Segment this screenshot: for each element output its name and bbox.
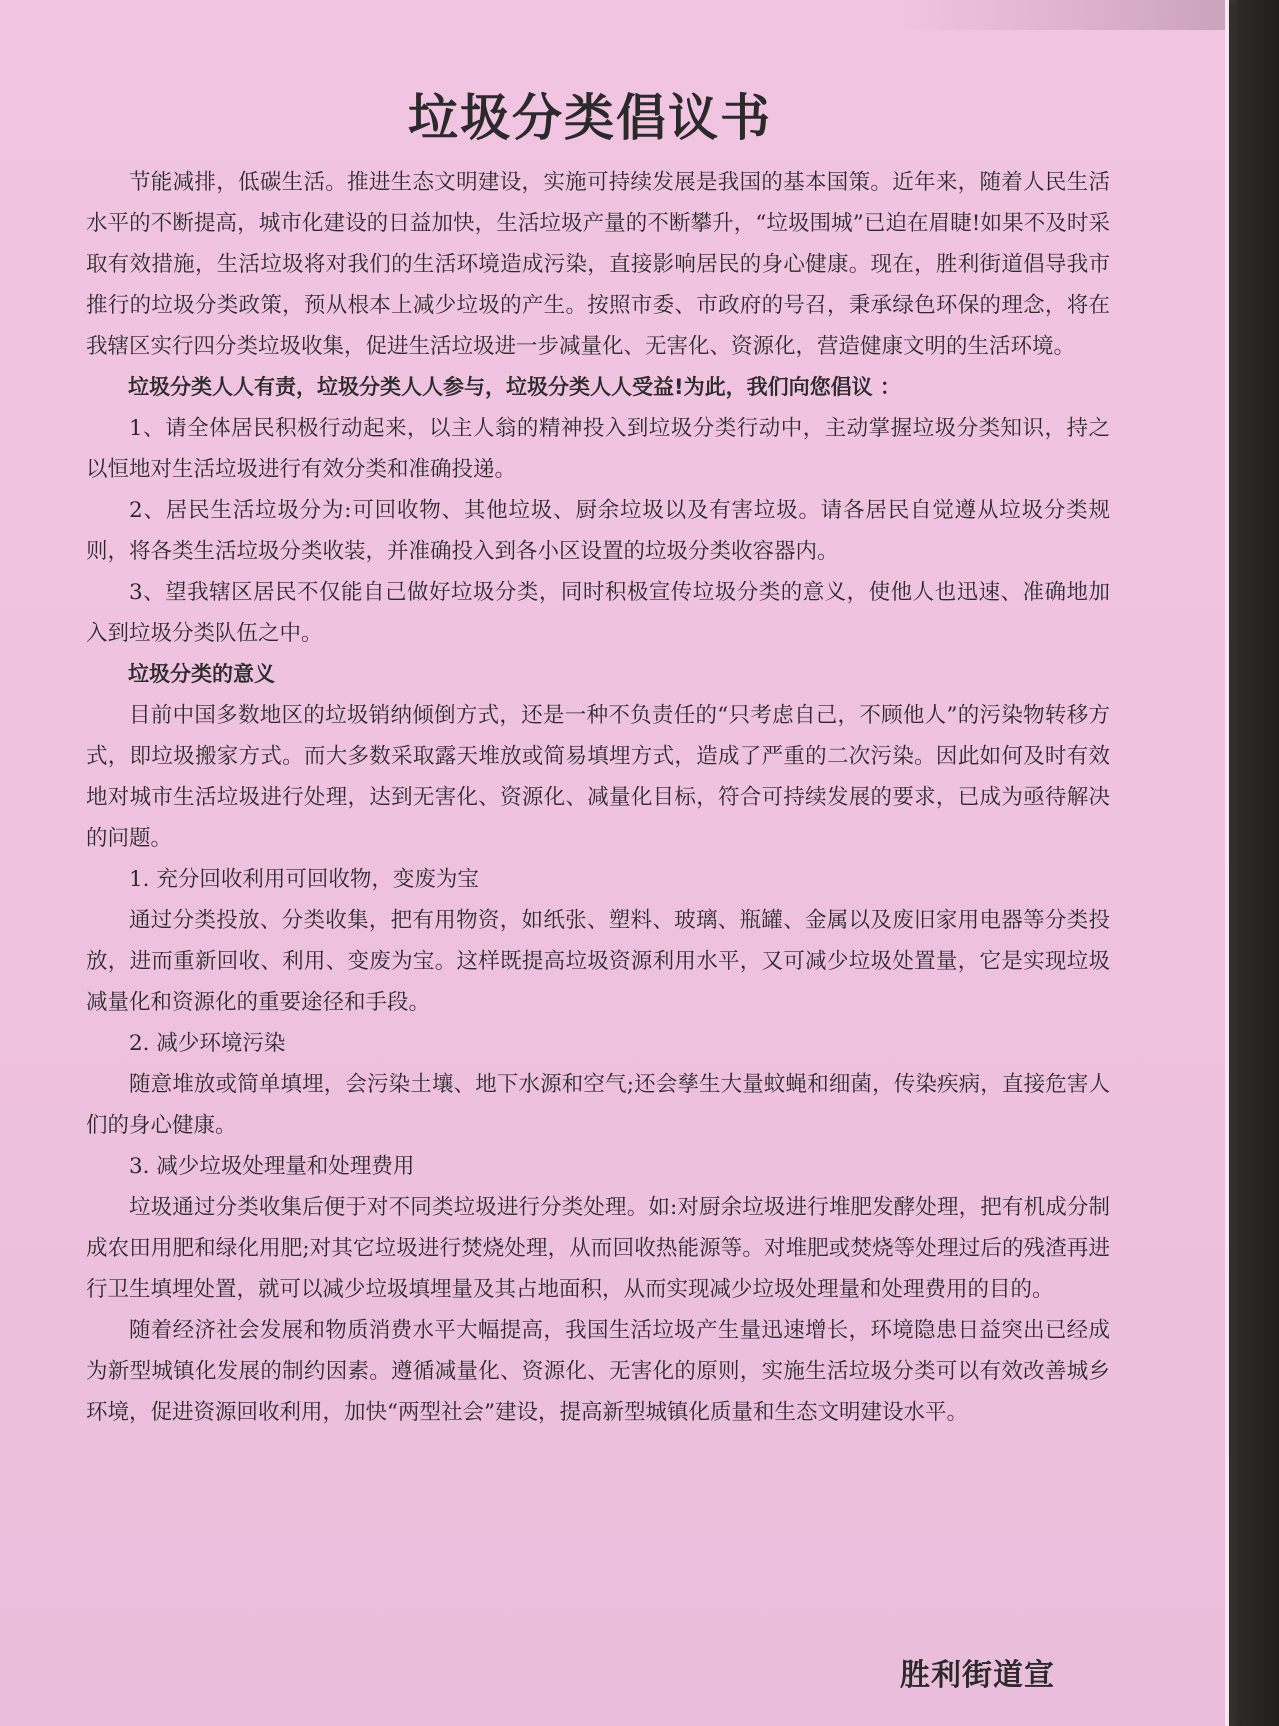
subheading-pollution: 2. 减少环境污染 (129, 1031, 286, 1056)
subheading-cost: 3. 减少垃圾处理量和处理费用 (129, 1154, 415, 1179)
paragraph-call-to-action: 垃圾分类人人有责，垃圾分类人人参与，垃圾分类人人受益!为此，我们向您倡议 ： (128, 375, 901, 399)
document-body (86, 162, 1110, 1433)
paragraph-significance: 目前中国多数地区的垃圾销纳倾倒方式，还是一种不负责任的“只考虑自己，不顾他人”的污染物转移方式，即垃圾搬家方式。而大多数采取露天堆放或简易填埋方式，造成了严重的二次污染。因此如何及时有效地对城市生活垃圾进行处理，达到无害化、资源化、减量化目标，符合可持续发展的要求，已成为亟待解决的问题。 (86, 703, 1110, 851)
paper-edge (1225, 0, 1229, 1726)
paragraph-conclusion: 随着经济社会发展和物质消费水平大幅提高，我国生活垃圾产生量迅速增长，环境隐患日益突出已经成为新型城镇化发展的制约因素。遵循减量化、资源化、无害化的原则，实施生活垃圾分类可以有效改善城乡环境，促进资源回收利用，加快“两型社会”建设，提高新型城镇化质量和生态文明建设水平。 (86, 1318, 1110, 1425)
paragraph-intro: 节能减排，低碳生活。推进生态文明建设，实施可持续发展是我国的基本国策。近年来，随着人民生活水平的不断提高，城市化建设的日益加快，生活垃圾产量的不断攀升，“垃圾围城”已迫在眉睫!如果不及时采取有效措施，生活垃圾将对我们的生活环境造成污染，直接影响居民的身心健康。现在，胜利街道倡导我市推行的垃圾分类政策，预从根本上减少垃圾的产生。按照市委、市政府的号召，秉承绿色环保的理念，将在我辖区实行四分类垃圾收集，促进生活垃圾进一步减量化、无害化、资源化，营造健康文明的生活环境。 (86, 170, 1110, 359)
paragraph-item-1: 1、请全体居民积极行动起来，以主人翁的精神投入到垃圾分类行动中，主动掌握垃圾分类知识，持之以恒地对生活垃圾进行有效分类和准确投递。 (86, 416, 1110, 482)
paragraph-recycle: 通过分类投放、分类收集，把有用物资，如纸张、塑料、玻璃、瓶罐、金属以及废旧家用电器等分类投放，进而重新回收、利用、变废为宝。这样既提高垃圾资源利用水平，又可减少垃圾处置量，它是实现垃圾减量化和资源化的重要途径和手段。 (86, 908, 1110, 1015)
paragraph-item-3: 3、望我辖区居民不仅能自己做好垃圾分类，同时积极宣传垃圾分类的意义，使他人也迅速、准确地加入到垃圾分类队伍之中。 (86, 580, 1110, 646)
document-title: 垃圾分类倡议书 (408, 89, 772, 147)
paragraph-cost: 垃圾通过分类收集后便于对不同类垃圾进行分类处理。如:对厨余垃圾进行堆肥发酵处理，把有机成分制成农田用肥和绿化用肥;对其它垃圾进行焚烧处理，从而回收热能源等。对堆肥或焚烧等处理过后的残渣再进行卫生填埋处置，就可以减少垃圾填埋量及其占地面积，从而实现减少垃圾处理量和处理费用的目的。 (86, 1195, 1110, 1302)
paragraph-pollution: 随意堆放或简单填埋，会污染土壤、地下水源和空气;还会孳生大量蚊蝇和细菌，传染疾病，直接危害人们的身心健康。 (86, 1072, 1110, 1138)
signature: 胜利街道宣 (900, 1658, 1055, 1693)
section-heading-significance: 垃圾分类的意义 (128, 662, 275, 686)
paragraph-item-2: 2、居民生活垃圾分为:可回收物、其他垃圾、厨余垃圾以及有害垃圾。请各居民自觉遵从垃圾分类规则，将各类生活垃圾分类收装，并准确投入到各小区设置的垃圾分类收容器内。 (86, 498, 1110, 564)
subheading-recycle: 1. 充分回收利用可回收物，变废为宝 (129, 867, 479, 892)
